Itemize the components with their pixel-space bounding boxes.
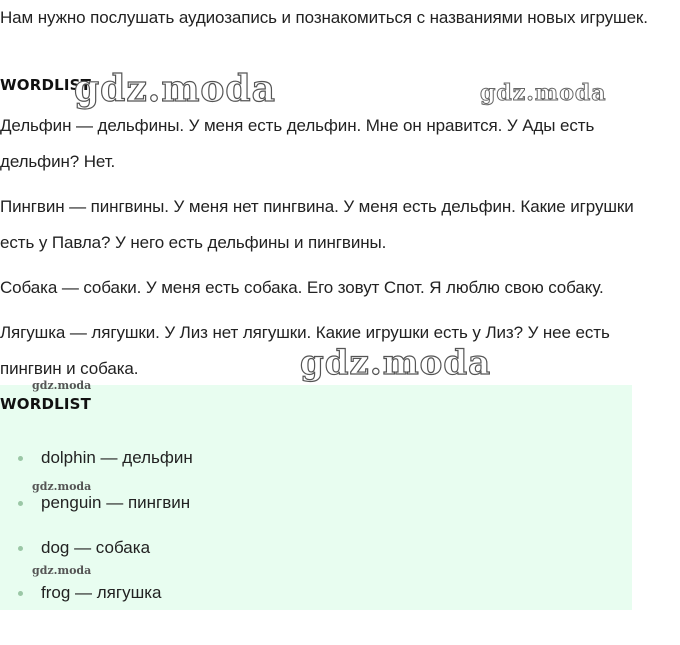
watermark: gdz.moda bbox=[300, 343, 492, 383]
paragraph-penguin: Пингвин — пингвины. У меня нет пингвина. У меня есть дельфин. Какие игрушки есть у Павла? У него есть дельфины и пингвины. bbox=[0, 197, 634, 252]
list-item bbox=[0, 578, 600, 623]
intro-paragraph: Нам нужно послушать аудиозапись и познакомиться с названиями новых игрушек. bbox=[0, 8, 648, 27]
bullet-icon bbox=[18, 591, 23, 596]
word-entry: penguin — пингвин bbox=[41, 493, 191, 512]
word-entry: dog — собака bbox=[41, 538, 151, 557]
wordlist-box bbox=[0, 385, 632, 610]
list-item bbox=[0, 488, 600, 533]
word-entry: dolphin — дельфин bbox=[41, 448, 193, 467]
bullet-icon bbox=[18, 546, 23, 551]
bullet-icon bbox=[18, 501, 23, 506]
watermark: gdz.moda bbox=[74, 68, 276, 110]
paragraph-dolphin: Дельфин — дельфины. У меня есть дельфин. Мне он нравится. У Ады есть дельфин? Нет. bbox=[0, 116, 595, 171]
bullet-icon bbox=[18, 456, 23, 461]
paragraph-frog: Лягушка — лягушки. У Лиз нет лягушки. Какие игрушки есть у Лиз? У нее есть пингвин и собака. bbox=[0, 323, 610, 378]
watermark: gdz.moda bbox=[32, 564, 92, 577]
word-entry: frog — лягушка bbox=[41, 583, 162, 602]
wordlist-heading: WORDLIST bbox=[0, 76, 92, 94]
watermark: gdz.moda bbox=[32, 480, 92, 493]
watermark: gdz.moda bbox=[32, 379, 92, 392]
wordlist-box-title: WORDLIST bbox=[0, 395, 92, 413]
paragraph-dog: Собака — собаки. У меня есть собака. Его зовут Спот. Я люблю свою собаку. bbox=[0, 278, 604, 297]
wordlist-items bbox=[0, 443, 600, 623]
watermark: gdz.moda bbox=[480, 80, 607, 106]
